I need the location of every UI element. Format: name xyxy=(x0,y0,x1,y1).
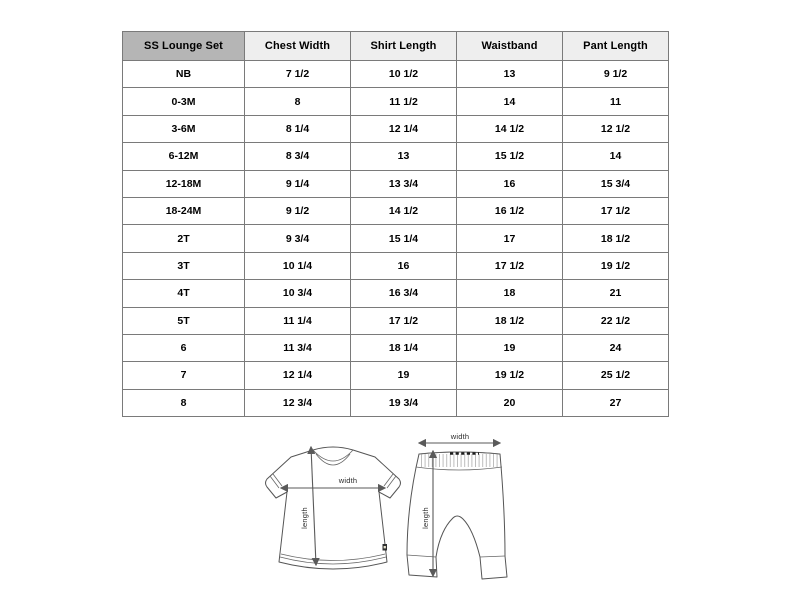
value-cell: 8 3/4 xyxy=(245,143,351,170)
column-header-waistband: Waistband xyxy=(457,32,563,61)
value-cell: 11 xyxy=(563,88,669,115)
value-cell: 19 1/2 xyxy=(563,252,669,279)
value-cell: 14 xyxy=(563,143,669,170)
size-cell: 3T xyxy=(123,252,245,279)
table-row xyxy=(123,197,669,224)
garment-diagram-svg xyxy=(253,430,557,610)
value-cell: 9 3/4 xyxy=(245,225,351,252)
table-row xyxy=(123,61,669,88)
value-cell: 14 1/2 xyxy=(457,115,563,142)
table-row xyxy=(123,362,669,389)
value-cell: 16 xyxy=(457,170,563,197)
shirt-width-label: width xyxy=(338,476,358,485)
value-cell: 13 xyxy=(457,61,563,88)
column-header-shirt-length: Shirt Length xyxy=(351,32,457,61)
pants-width-label: width xyxy=(450,432,470,441)
size-cell: 2T xyxy=(123,225,245,252)
value-cell: 19 xyxy=(457,334,563,361)
value-cell: 15 3/4 xyxy=(563,170,669,197)
size-chart-table xyxy=(122,31,669,417)
value-cell: 21 xyxy=(563,280,669,307)
value-cell: 8 xyxy=(245,88,351,115)
size-cell: 7 xyxy=(123,362,245,389)
table-row xyxy=(123,170,669,197)
value-cell: 12 1/2 xyxy=(563,115,669,142)
value-cell: 24 xyxy=(563,334,669,361)
value-cell: 17 1/2 xyxy=(563,197,669,224)
value-cell: 11 1/4 xyxy=(245,307,351,334)
value-cell: 17 1/2 xyxy=(457,252,563,279)
value-cell: 9 1/2 xyxy=(245,197,351,224)
value-cell: 14 xyxy=(457,88,563,115)
table-row xyxy=(123,143,669,170)
size-cell: 0-3M xyxy=(123,88,245,115)
value-cell: 25 1/2 xyxy=(563,362,669,389)
value-cell: 11 1/2 xyxy=(351,88,457,115)
value-cell: 13 xyxy=(351,143,457,170)
value-cell: 10 1/2 xyxy=(351,61,457,88)
value-cell: 15 1/2 xyxy=(457,143,563,170)
value-cell: 27 xyxy=(563,389,669,416)
size-cell: 3-6M xyxy=(123,115,245,142)
column-header-pant-length: Pant Length xyxy=(563,32,669,61)
table-title-cell: SS Lounge Set xyxy=(123,32,245,61)
size-cell: 6-12M xyxy=(123,143,245,170)
value-cell: 10 1/4 xyxy=(245,252,351,279)
table-row xyxy=(123,389,669,416)
value-cell: 17 1/2 xyxy=(351,307,457,334)
value-cell: 9 1/4 xyxy=(245,170,351,197)
value-cell: 20 xyxy=(457,389,563,416)
size-cell: 4T xyxy=(123,280,245,307)
column-header-chest-width: Chest Width xyxy=(245,32,351,61)
size-cell: 12-18M xyxy=(123,170,245,197)
value-cell: 18 1/2 xyxy=(457,307,563,334)
table-row xyxy=(123,115,669,142)
value-cell: 19 3/4 xyxy=(351,389,457,416)
value-cell: 16 1/2 xyxy=(457,197,563,224)
shirt-tag-dot xyxy=(384,546,386,548)
value-cell: 12 1/4 xyxy=(351,115,457,142)
value-cell: 18 1/4 xyxy=(351,334,457,361)
table-row xyxy=(123,280,669,307)
value-cell: 10 3/4 xyxy=(245,280,351,307)
header-row xyxy=(123,32,669,61)
value-cell: 16 xyxy=(351,252,457,279)
size-cell: 8 xyxy=(123,389,245,416)
value-cell: 9 1/2 xyxy=(563,61,669,88)
value-cell: 12 1/4 xyxy=(245,362,351,389)
value-cell: 16 3/4 xyxy=(351,280,457,307)
value-cell: 15 1/4 xyxy=(351,225,457,252)
value-cell: 11 3/4 xyxy=(245,334,351,361)
value-cell: 13 3/4 xyxy=(351,170,457,197)
table-row xyxy=(123,252,669,279)
size-cell: 6 xyxy=(123,334,245,361)
table-row xyxy=(123,307,669,334)
size-cell: 5T xyxy=(123,307,245,334)
table-row xyxy=(123,88,669,115)
table-body xyxy=(123,61,669,417)
shirt-diagram xyxy=(266,447,401,569)
value-cell: 19 xyxy=(351,362,457,389)
pants-length-label: length xyxy=(421,507,430,529)
pants-diagram xyxy=(407,432,507,579)
size-cell: 18-24M xyxy=(123,197,245,224)
shirt-length-label: length xyxy=(300,507,309,529)
measurement-diagrams xyxy=(253,430,557,610)
value-cell: 18 xyxy=(457,280,563,307)
value-cell: 22 1/2 xyxy=(563,307,669,334)
size-cell: NB xyxy=(123,61,245,88)
value-cell: 7 1/2 xyxy=(245,61,351,88)
value-cell: 19 1/2 xyxy=(457,362,563,389)
value-cell: 12 3/4 xyxy=(245,389,351,416)
value-cell: 18 1/2 xyxy=(563,225,669,252)
value-cell: 8 1/4 xyxy=(245,115,351,142)
table-row xyxy=(123,334,669,361)
table-row xyxy=(123,225,669,252)
value-cell: 14 1/2 xyxy=(351,197,457,224)
value-cell: 17 xyxy=(457,225,563,252)
